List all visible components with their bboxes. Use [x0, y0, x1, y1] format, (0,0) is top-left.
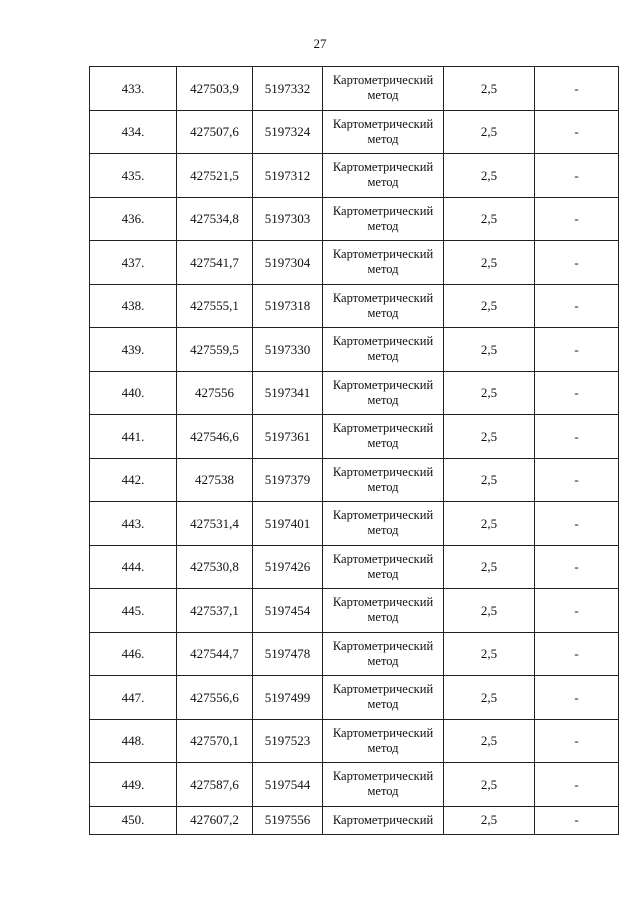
method-line-2: метод [367, 88, 399, 103]
y-coordinate-cell: 5197361 [253, 415, 323, 459]
y-coordinate-cell: 5197454 [253, 589, 323, 633]
method-cell [323, 632, 444, 676]
coordinates-table-body [90, 67, 619, 835]
method-cell [323, 502, 444, 546]
x-coordinate-cell: 427555,1 [177, 284, 253, 328]
method-line-1: Картометрический [332, 464, 434, 479]
method-line-2: метод [367, 305, 399, 320]
method-cell [323, 545, 444, 589]
note-cell: - [535, 197, 619, 241]
method-line-1: Картометрический [332, 203, 434, 218]
note-cell: - [535, 458, 619, 502]
accuracy-cell: 2,5 [444, 371, 535, 415]
x-coordinate-cell: 427587,6 [177, 763, 253, 807]
method-line-1: Картометрический [332, 551, 434, 566]
method-line-1: Картометрический [332, 290, 434, 305]
method-cell [323, 458, 444, 502]
x-coordinate-cell: 427538 [177, 458, 253, 502]
note-cell: - [535, 719, 619, 763]
method-line-1: Картометрический [332, 116, 434, 131]
accuracy-cell: 2,5 [444, 67, 535, 111]
x-coordinate-cell: 427541,7 [177, 241, 253, 285]
point-number-cell: 445. [90, 589, 177, 633]
table-row [90, 719, 619, 763]
table-row [90, 197, 619, 241]
method-line-1: Картометрический [332, 334, 434, 349]
y-coordinate-cell: 5197341 [253, 371, 323, 415]
x-coordinate-cell: 427534,8 [177, 197, 253, 241]
y-coordinate-cell: 5197332 [253, 67, 323, 111]
method-line-2: метод [367, 610, 399, 625]
accuracy-cell: 2,5 [444, 241, 535, 285]
note-cell: - [535, 284, 619, 328]
note-cell: - [535, 328, 619, 372]
method-line-2: метод [367, 349, 399, 364]
note-cell: - [535, 67, 619, 111]
x-coordinate-cell: 427530,8 [177, 545, 253, 589]
y-coordinate-cell: 5197324 [253, 110, 323, 154]
note-cell: - [535, 502, 619, 546]
method-line-2: метод [367, 566, 399, 581]
note-cell: - [535, 676, 619, 720]
table-row [90, 371, 619, 415]
method-line-2: метод [367, 784, 399, 799]
accuracy-cell: 2,5 [444, 197, 535, 241]
point-number-cell: 441. [90, 415, 177, 459]
method-line-1: Картометрический [332, 160, 434, 175]
y-coordinate-cell: 5197556 [253, 806, 323, 834]
accuracy-cell: 2,5 [444, 806, 535, 834]
table-row [90, 763, 619, 807]
method-line-1: Картометрический [332, 813, 434, 827]
x-coordinate-cell: 427559,5 [177, 328, 253, 372]
table-row [90, 502, 619, 546]
table-row [90, 328, 619, 372]
point-number-cell: 449. [90, 763, 177, 807]
method-line-2: метод [367, 523, 399, 538]
note-cell: - [535, 632, 619, 676]
table-row [90, 67, 619, 111]
table-row [90, 806, 619, 834]
method-cell [323, 371, 444, 415]
method-line-1: Картометрический [332, 638, 434, 653]
method-cell [323, 284, 444, 328]
method-line-2: метод [367, 479, 399, 494]
note-cell: - [535, 545, 619, 589]
point-number-cell: 442. [90, 458, 177, 502]
point-number-cell: 436. [90, 197, 177, 241]
point-number-cell: 440. [90, 371, 177, 415]
accuracy-cell: 2,5 [444, 154, 535, 198]
method-line-1: Картометрический [332, 595, 434, 610]
x-coordinate-cell: 427546,6 [177, 415, 253, 459]
table-row [90, 415, 619, 459]
note-cell: - [535, 371, 619, 415]
y-coordinate-cell: 5197303 [253, 197, 323, 241]
method-cell [323, 719, 444, 763]
method-cell [323, 154, 444, 198]
accuracy-cell: 2,5 [444, 458, 535, 502]
y-coordinate-cell: 5197499 [253, 676, 323, 720]
method-cell [323, 806, 444, 834]
y-coordinate-cell: 5197426 [253, 545, 323, 589]
page-number: 27 [313, 36, 327, 51]
note-cell: - [535, 763, 619, 807]
point-number-cell: 434. [90, 110, 177, 154]
y-coordinate-cell: 5197523 [253, 719, 323, 763]
table-row [90, 458, 619, 502]
table-row [90, 154, 619, 198]
method-cell [323, 328, 444, 372]
accuracy-cell: 2,5 [444, 110, 535, 154]
point-number-cell: 435. [90, 154, 177, 198]
table-row [90, 110, 619, 154]
x-coordinate-cell: 427507,6 [177, 110, 253, 154]
y-coordinate-cell: 5197544 [253, 763, 323, 807]
table-row [90, 676, 619, 720]
table-row [90, 632, 619, 676]
method-cell [323, 763, 444, 807]
y-coordinate-cell: 5197478 [253, 632, 323, 676]
method-line-2: метод [367, 436, 399, 451]
method-cell [323, 241, 444, 285]
x-coordinate-cell: 427556 [177, 371, 253, 415]
x-coordinate-cell: 427570,1 [177, 719, 253, 763]
note-cell: - [535, 154, 619, 198]
y-coordinate-cell: 5197304 [253, 241, 323, 285]
method-line-2: метод [367, 218, 399, 233]
point-number-cell: 444. [90, 545, 177, 589]
x-coordinate-cell: 427531,4 [177, 502, 253, 546]
point-number-cell: 450. [90, 806, 177, 834]
method-line-2: метод [367, 653, 399, 668]
method-line-1: Картометрический [332, 725, 434, 740]
note-cell: - [535, 806, 619, 834]
accuracy-cell: 2,5 [444, 284, 535, 328]
method-cell [323, 415, 444, 459]
x-coordinate-cell: 427521,5 [177, 154, 253, 198]
method-line-1: Картометрический [332, 508, 434, 523]
note-cell: - [535, 415, 619, 459]
method-line-1: Картометрический [332, 377, 434, 392]
coordinates-table [89, 66, 619, 835]
x-coordinate-cell: 427544,7 [177, 632, 253, 676]
method-line-2: метод [367, 740, 399, 755]
method-line-2: метод [367, 131, 399, 146]
method-line-1: Картометрический [332, 73, 434, 88]
x-coordinate-cell: 427503,9 [177, 67, 253, 111]
point-number-cell: 443. [90, 502, 177, 546]
point-number-cell: 446. [90, 632, 177, 676]
x-coordinate-cell: 427537,1 [177, 589, 253, 633]
accuracy-cell: 2,5 [444, 632, 535, 676]
method-cell [323, 589, 444, 633]
method-line-2: метод [367, 175, 399, 190]
method-line-2: метод [367, 262, 399, 277]
point-number-cell: 437. [90, 241, 177, 285]
point-number-cell: 438. [90, 284, 177, 328]
y-coordinate-cell: 5197379 [253, 458, 323, 502]
table-row [90, 241, 619, 285]
method-line-1: Картометрический [332, 682, 434, 697]
x-coordinate-cell: 427607,2 [177, 806, 253, 834]
accuracy-cell: 2,5 [444, 415, 535, 459]
accuracy-cell: 2,5 [444, 719, 535, 763]
method-cell [323, 676, 444, 720]
accuracy-cell: 2,5 [444, 763, 535, 807]
method-line-2: метод [367, 697, 399, 712]
table-row [90, 589, 619, 633]
point-number-cell: 439. [90, 328, 177, 372]
y-coordinate-cell: 5197312 [253, 154, 323, 198]
table-row [90, 284, 619, 328]
y-coordinate-cell: 5197401 [253, 502, 323, 546]
accuracy-cell: 2,5 [444, 545, 535, 589]
y-coordinate-cell: 5197318 [253, 284, 323, 328]
y-coordinate-cell: 5197330 [253, 328, 323, 372]
x-coordinate-cell: 427556,6 [177, 676, 253, 720]
point-number-cell: 447. [90, 676, 177, 720]
method-cell [323, 67, 444, 111]
note-cell: - [535, 110, 619, 154]
accuracy-cell: 2,5 [444, 328, 535, 372]
point-number-cell: 448. [90, 719, 177, 763]
accuracy-cell: 2,5 [444, 502, 535, 546]
method-cell [323, 197, 444, 241]
method-line-1: Картометрический [332, 421, 434, 436]
accuracy-cell: 2,5 [444, 676, 535, 720]
method-line-2: метод [367, 392, 399, 407]
accuracy-cell: 2,5 [444, 589, 535, 633]
note-cell: - [535, 241, 619, 285]
method-cell [323, 110, 444, 154]
method-line-1: Картометрический [332, 769, 434, 784]
method-line-1: Картометрический [332, 247, 434, 262]
table-row [90, 545, 619, 589]
note-cell: - [535, 589, 619, 633]
point-number-cell: 433. [90, 67, 177, 111]
